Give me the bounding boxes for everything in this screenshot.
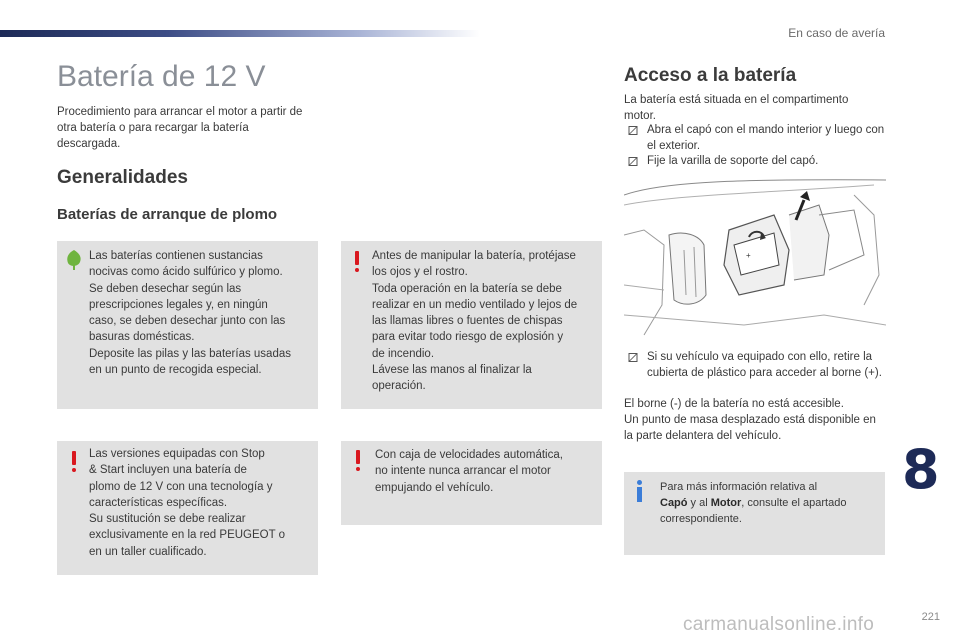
- info-note-text: Para más información relativa al Capó y al Motor, consulte el apartado correspondiente.: [660, 481, 847, 525]
- battery-access-heading: Acceso a la batería: [624, 65, 797, 86]
- negative-terminal-text: El borne (-) de la batería no está accesible.: [624, 398, 844, 410]
- watermark: carmanualsonline.info: [683, 614, 875, 635]
- eco-note: [57, 241, 318, 409]
- checkbox-bullet-icon: [624, 353, 642, 362]
- step-open-hood: Abra el capó con el mando interior y luego con el exterior.: [624, 123, 886, 154]
- svg-text:+: +: [746, 251, 751, 260]
- warning-icon: [355, 450, 361, 472]
- warning-protect-note: [341, 241, 602, 409]
- header-bar: [0, 30, 480, 37]
- ground-point-text: Un punto de masa desplazado está disponible en la parte delantera del vehículo.: [624, 414, 876, 442]
- step-fix-rod: Fije la varilla de soporte del capó.: [624, 154, 886, 170]
- page-number: 221: [921, 611, 940, 623]
- chapter-number: 8: [902, 438, 940, 501]
- warning-auto-note: [341, 441, 602, 525]
- eco-note-text: Las baterías contienen sustancias nocivas como ácido sulfúrico y plomo. Se deben desechar según las prescripciones legales y, en ningún caso, se deben desechar junto con las basuras domésticas. Deposite las pilas y las baterías usadas en un punto de recogida especial.: [89, 250, 291, 377]
- page-title: Batería de 12 V: [57, 60, 266, 93]
- warning-stopstart-text: Las versiones equipadas con Stop & Start incluyen una batería de plomo de 12 V con una tecnología y características específicas. Su sustitución se debe realizar exclusivamente en la red PEUGEOT o en un taller cualificado.: [89, 448, 286, 558]
- lead-batteries-heading: Baterías de arranque de plomo: [57, 206, 278, 223]
- generalities-heading: Generalidades: [57, 167, 188, 188]
- engine-compartment-illustration: [624, 175, 886, 345]
- warning-icon: [354, 251, 360, 273]
- checkbox-bullet-icon: [624, 157, 642, 166]
- warning-stopstart-note: [57, 441, 318, 575]
- warning-auto-text: Con caja de velocidades automática, no intente nunca arrancar el motor empujando el vehículo.: [375, 449, 563, 494]
- info-icon: [637, 480, 643, 502]
- warning-icon: [71, 451, 77, 473]
- info-note: [624, 472, 885, 555]
- warning-protect-text: Antes de manipular la batería, protéjase los ojos y el rostro. Toda operación en la batería se debe realizar en un medio ventilado y lejos de las llamas libres o fuentes de chispas para evitar todo riesgo de explosión y de incendio. Lávese las manos al finalizar la operación.: [372, 250, 578, 393]
- section-title: En caso de avería: [788, 26, 885, 40]
- battery-location-text: La batería está situada en el compartimento motor.: [624, 94, 849, 122]
- step-remove-cover: Si su vehículo va equipado con ello, retire la cubierta de plástico para acceder al borne (+).: [624, 350, 886, 381]
- intro-text: Procedimiento para arrancar el motor a partir de otra batería o para recargar la batería descargada.: [57, 106, 303, 150]
- leaf-icon: [65, 249, 83, 271]
- checkbox-bullet-icon: [624, 126, 642, 135]
